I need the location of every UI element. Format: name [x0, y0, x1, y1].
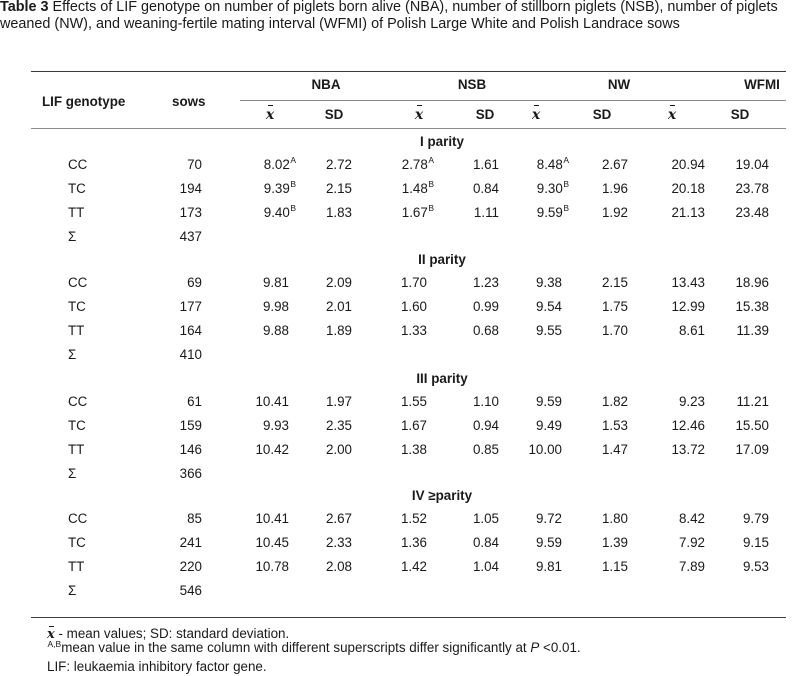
row-sows: 220 — [179, 559, 202, 574]
row-value — [548, 511, 628, 527]
value-text: 1.39 — [601, 535, 628, 550]
value-text: 9.59 — [535, 535, 562, 550]
row-value — [548, 323, 628, 339]
row-sows: 410 — [179, 347, 202, 362]
row-sows: 164 — [179, 323, 202, 338]
value-text: 1.61 — [472, 157, 499, 172]
value-text: 1.36 — [400, 535, 427, 550]
header-mean-0 — [250, 103, 290, 123]
value-text: 1.04 — [472, 559, 499, 574]
header-sd-3: SD — [730, 107, 750, 122]
value-superscript: B — [563, 203, 569, 213]
value-text: 10.78 — [255, 559, 289, 574]
value-text: 1.82 — [601, 394, 628, 409]
value-text: 19.04 — [735, 157, 769, 172]
row-value — [272, 394, 352, 410]
value-text: 8.02 — [263, 157, 290, 172]
row-genotype: TC — [68, 535, 86, 550]
header-subrule — [240, 100, 786, 101]
value-text: 9.39 — [263, 181, 290, 196]
mean-x-symbol: x — [266, 103, 274, 123]
value-text: 9.49 — [535, 418, 562, 433]
row-genotype: TC — [68, 299, 86, 314]
row-value — [689, 205, 769, 221]
row-genotype: TC — [68, 418, 86, 433]
row-value — [347, 418, 427, 434]
row-value — [689, 394, 769, 410]
header-group-nba: NBA — [311, 77, 341, 92]
value-text: 9.40 — [263, 205, 290, 220]
row-value — [548, 394, 628, 410]
value-text: 2.33 — [325, 535, 352, 550]
value-text: 1.11 — [473, 205, 499, 220]
row-genotype: Σ — [68, 583, 77, 598]
row-value — [689, 511, 769, 527]
section-title: III parity — [416, 371, 468, 386]
value-superscript: A — [428, 155, 434, 165]
row-value — [272, 275, 352, 291]
value-text: 10.42 — [255, 442, 289, 457]
value-text: 21.13 — [671, 205, 705, 220]
row-sows: 173 — [179, 205, 202, 220]
row-value — [689, 535, 769, 551]
row-value — [272, 205, 352, 221]
value-text: 2.72 — [325, 157, 352, 172]
value-text: 1.33 — [400, 323, 427, 338]
row-value — [347, 394, 427, 410]
row-sows: 437 — [179, 229, 202, 244]
row-sows: 366 — [179, 466, 202, 481]
row-genotype: TT — [68, 442, 85, 457]
row-genotype: TT — [68, 323, 85, 338]
table-label: Table 3 — [0, 0, 49, 15]
row-value — [548, 205, 628, 221]
header-sd-0: SD — [324, 107, 344, 122]
value-text: 12.46 — [671, 418, 705, 433]
row-genotype: Σ — [68, 466, 77, 481]
footnote-sup: A,B — [47, 639, 62, 649]
row-value — [347, 442, 427, 458]
row-value — [272, 559, 352, 575]
row-value — [347, 559, 427, 575]
value-text: 1.67 — [400, 418, 427, 433]
section-title: IV ≥parity — [411, 488, 473, 503]
section-title: I parity — [420, 134, 464, 149]
value-text: 7.92 — [678, 535, 705, 550]
value-text: 1.42 — [400, 559, 427, 574]
value-text: 2.15 — [325, 181, 352, 196]
header-bottom-rule — [31, 128, 786, 129]
value-text: 2.78 — [401, 157, 428, 172]
footnote-significance — [47, 640, 581, 657]
value-text: 11.21 — [736, 394, 769, 409]
row-genotype: CC — [68, 394, 88, 409]
value-text: 9.38 — [535, 275, 562, 290]
row-value — [272, 442, 352, 458]
value-text: 9.23 — [678, 394, 705, 409]
row-sows: 146 — [179, 442, 202, 457]
footnote-sig-tail: <0.01. — [539, 640, 581, 655]
row-value — [347, 323, 427, 339]
value-text: 2.15 — [601, 275, 628, 290]
row-genotype: CC — [68, 275, 88, 290]
value-text: 1.53 — [601, 418, 628, 433]
row-sows: 70 — [187, 157, 202, 172]
value-text: 23.48 — [735, 205, 769, 220]
value-superscript: A — [290, 155, 296, 165]
header-mean-1 — [399, 103, 439, 123]
row-genotype: CC — [68, 511, 88, 526]
value-superscript: B — [428, 179, 434, 189]
value-text: 1.52 — [400, 511, 427, 526]
value-text: 23.78 — [735, 181, 769, 196]
value-text: 7.89 — [678, 559, 705, 574]
value-text: 0.84 — [472, 535, 499, 550]
row-value — [548, 299, 628, 315]
value-text: 1.15 — [601, 559, 628, 574]
caption-text: Effects of LIF genotype on number of piglets born alive (NBA), number of stillborn piglets (NSB), number of piglets weaned (NW), and weaning-fertile mating interval (WFMI) of Polish Large White and Polish Landrace sows — [0, 0, 778, 32]
value-text: 10.41 — [255, 394, 289, 409]
row-value — [419, 157, 499, 173]
row-value — [689, 559, 769, 575]
row-value — [548, 275, 628, 291]
footnote-mean-text: - mean values; SD: standard deviation. — [54, 626, 290, 641]
header-group-wfmi: WFMI — [744, 77, 780, 92]
value-text: 1.70 — [400, 275, 427, 290]
row-genotype: TC — [68, 181, 86, 196]
row-value — [419, 205, 499, 221]
row-value — [347, 275, 427, 291]
value-text: 10.41 — [255, 511, 289, 526]
row-value — [272, 157, 352, 173]
value-superscript: B — [428, 203, 434, 213]
row-value — [689, 275, 769, 291]
row-value — [548, 418, 628, 434]
row-value — [689, 299, 769, 315]
value-text: 1.80 — [601, 511, 628, 526]
value-text: 1.92 — [601, 205, 628, 220]
value-text: 2.08 — [325, 559, 352, 574]
row-value — [347, 299, 427, 315]
value-text: 10.45 — [255, 535, 289, 550]
value-text: 9.15 — [742, 535, 769, 550]
value-text: 0.94 — [472, 418, 499, 433]
value-text: 9.59 — [536, 205, 563, 220]
value-text: 1.96 — [601, 181, 628, 196]
value-text: 17.09 — [735, 442, 769, 457]
header-mean-2 — [516, 103, 556, 123]
value-text: 1.48 — [401, 181, 428, 196]
row-sows: 85 — [187, 511, 202, 526]
row-sows: 177 — [179, 299, 202, 314]
row-value — [272, 299, 352, 315]
value-text: 12.99 — [671, 299, 705, 314]
value-text: 2.01 — [325, 299, 352, 314]
mean-x-symbol: x — [668, 103, 676, 123]
value-text: 18.96 — [735, 275, 769, 290]
value-text: 2.09 — [325, 275, 352, 290]
row-value — [548, 559, 628, 575]
row-genotype: Σ — [68, 347, 77, 362]
table-caption — [0, 0, 802, 33]
row-value — [347, 511, 427, 527]
row-value — [272, 418, 352, 434]
value-text: 2.67 — [601, 157, 628, 172]
value-text: 8.48 — [536, 157, 563, 172]
mean-x-symbol: x — [415, 103, 423, 123]
value-superscript: B — [290, 179, 296, 189]
value-text: 9.79 — [742, 511, 769, 526]
mean-symbol: x — [47, 624, 55, 643]
header-sd-1: SD — [475, 107, 495, 122]
value-text: 1.47 — [601, 442, 628, 457]
row-value — [272, 511, 352, 527]
value-text: 0.99 — [472, 299, 499, 314]
value-text: 20.18 — [671, 181, 705, 196]
footnote-p: P — [530, 640, 540, 655]
value-text: 2.00 — [325, 442, 352, 457]
header-mean-3 — [652, 103, 692, 123]
value-text: 15.38 — [735, 299, 769, 314]
row-value — [272, 535, 352, 551]
value-text: 2.67 — [325, 511, 352, 526]
row-value — [548, 157, 628, 173]
row-genotype: TT — [68, 559, 85, 574]
value-text: 9.54 — [535, 299, 562, 314]
row-value — [689, 157, 769, 173]
value-text: 20.94 — [671, 157, 705, 172]
row-value — [272, 181, 352, 197]
value-text: 15.50 — [735, 418, 769, 433]
mean-x-symbol: x — [532, 103, 540, 123]
row-value — [689, 323, 769, 339]
row-sows: 61 — [187, 394, 202, 409]
value-text: 9.88 — [262, 323, 289, 338]
value-text: 9.81 — [262, 275, 289, 290]
row-genotype: TT — [68, 205, 85, 220]
value-text: 9.72 — [535, 511, 562, 526]
header-group-nw: NW — [607, 77, 631, 92]
row-value — [548, 442, 628, 458]
row-sows: 546 — [179, 583, 202, 598]
footnote-lif: LIF: leukaemia inhibitory factor gene. — [47, 659, 267, 674]
row-value — [347, 535, 427, 551]
value-text: 8.61 — [678, 323, 705, 338]
section-title: II parity — [418, 252, 466, 267]
value-text: 1.75 — [601, 299, 628, 314]
value-text: 1.23 — [472, 275, 499, 290]
value-text: 0.68 — [472, 323, 499, 338]
row-value — [419, 181, 499, 197]
value-text: 1.70 — [601, 323, 628, 338]
value-text: 1.89 — [325, 323, 352, 338]
value-text: 11.39 — [736, 323, 769, 338]
header-group-nsb: NSB — [457, 77, 487, 92]
value-text: 2.35 — [325, 418, 352, 433]
value-text: 1.97 — [325, 394, 352, 409]
row-value — [548, 535, 628, 551]
table-bottom-rule — [31, 617, 786, 618]
value-superscript: A — [563, 155, 569, 165]
value-text: 0.85 — [472, 442, 499, 457]
value-text: 8.42 — [678, 511, 705, 526]
row-sows: 159 — [179, 418, 202, 433]
row-sows: 241 — [179, 535, 202, 550]
value-text: 9.93 — [262, 418, 289, 433]
value-text: 9.59 — [535, 394, 562, 409]
value-text: 13.72 — [671, 442, 705, 457]
row-value — [689, 418, 769, 434]
value-text: 1.10 — [472, 394, 499, 409]
value-text: 1.60 — [400, 299, 427, 314]
value-text: 0.84 — [472, 181, 499, 196]
value-text: 1.67 — [401, 205, 428, 220]
value-text: 10.00 — [528, 442, 562, 457]
row-genotype: Σ — [68, 229, 77, 244]
row-value — [548, 181, 628, 197]
header-genotype: LIF genotype — [42, 94, 126, 109]
row-value — [689, 442, 769, 458]
value-superscript: B — [563, 179, 569, 189]
value-text: 1.38 — [400, 442, 427, 457]
value-text: 9.81 — [535, 559, 562, 574]
value-text: 9.30 — [536, 181, 563, 196]
value-text: 1.05 — [472, 511, 499, 526]
value-text: 1.83 — [325, 205, 352, 220]
value-text: 9.55 — [535, 323, 562, 338]
value-text: 1.55 — [400, 394, 427, 409]
value-text: 9.53 — [742, 559, 769, 574]
header-sows: sows — [172, 94, 206, 109]
row-sows: 69 — [187, 275, 202, 290]
row-genotype: CC — [68, 157, 88, 172]
header-sd-2: SD — [592, 107, 612, 122]
value-text: 13.43 — [671, 275, 705, 290]
footnote-sig-text: mean value in the same column with different superscripts differ significantly at — [61, 640, 531, 655]
row-value — [272, 323, 352, 339]
value-superscript: B — [290, 203, 296, 213]
table-top-rule — [31, 71, 786, 72]
row-sows: 194 — [179, 181, 202, 196]
row-value — [689, 181, 769, 197]
value-text: 9.98 — [262, 299, 289, 314]
